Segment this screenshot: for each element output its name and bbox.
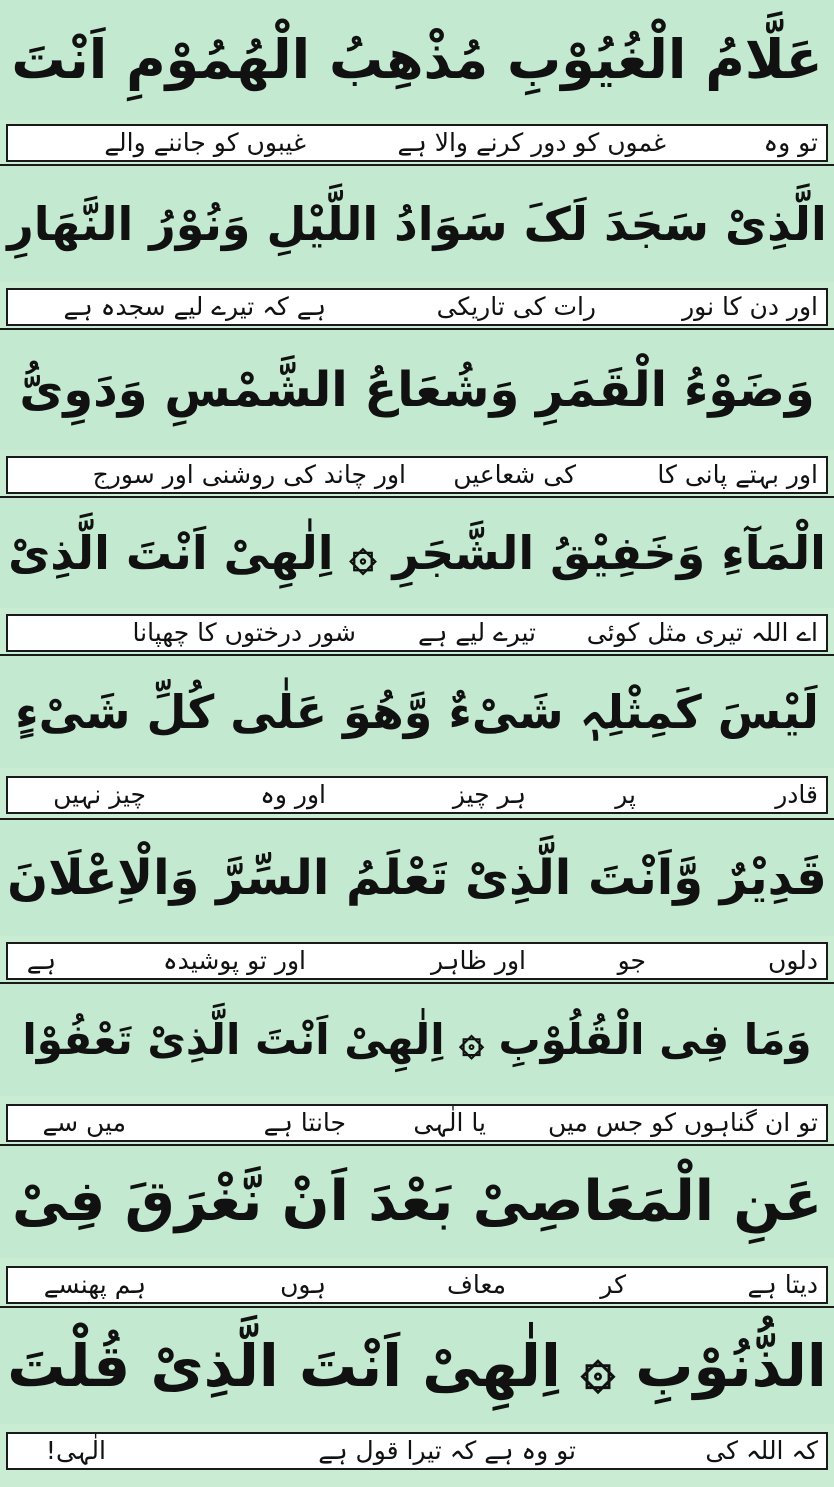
translation-segment: غیبوں کو جاننے والے <box>104 128 306 157</box>
translation-segment: جانتا ہے <box>263 1108 346 1137</box>
translation-segment: ہے <box>26 946 56 975</box>
arabic-text: الذُّنُوْبِ ۞ اِلٰھِیْ اَنْتَ الَّذِیْ قُلْتَ <box>7 1332 827 1400</box>
translation-segment: غموں کو دور کرنے والا ہے <box>397 128 666 157</box>
translation-line-9 <box>6 1432 828 1470</box>
translation-segment: کر <box>600 1270 626 1299</box>
translation-segment: ہے کہ تیرے لیے سجدہ ہے <box>63 292 326 321</box>
arabic-line-1 <box>0 0 834 120</box>
translation-segment: اور چاند کی روشنی اور سورج <box>92 460 406 489</box>
arabic-text: لَیْسَ کَمِثْلِہٖ شَیْءٌ وَّھُوَ عَلٰی کُلِّ شَیْءٍ <box>15 685 819 739</box>
arabic-text: وَضَوْءُ الْقَمَرِ وَشُعَاعُ الشَّمْسِ وَدَوِیُّ <box>19 362 815 418</box>
translation-segment: اور تو پوشیدہ <box>163 946 306 975</box>
arabic-text: الَّذِیْ سَجَدَ لَکَ سَوَادُ اللَّیْلِ وَنُوْرُ النَّھَارِ <box>7 197 827 251</box>
translation-line-2 <box>6 288 828 326</box>
translation-line-3 <box>6 456 828 494</box>
arabic-text: الْمَآءِ وَخَفِیْقُ الشَّجَرِ ۞ اِلٰھِیْ اَنْتَ الَّذِیْ <box>8 526 826 580</box>
arabic-line-8 <box>0 1146 834 1258</box>
translation-segment: ہوں <box>280 1270 326 1299</box>
arabic-line-4 <box>0 498 834 608</box>
translation-line-7 <box>6 1104 828 1142</box>
translation-line-4 <box>6 614 828 652</box>
arabic-line-2 <box>0 166 834 282</box>
translation-segment: دلوں <box>767 946 818 975</box>
arabic-line-3 <box>0 330 834 450</box>
translation-segment: پر <box>615 780 636 809</box>
arabic-text: قَدِیْرٌ وَّاَنْتَ الَّذِیْ تَعْلَمُ السِّرَّ وَالْاِعْلَانَ <box>7 850 827 906</box>
translation-segment: کی شعاعیں <box>453 460 576 489</box>
translation-line-6 <box>6 942 828 980</box>
translation-segment: تو وہ <box>763 128 818 157</box>
arabic-text: وَمَا فِی الْقُلُوْبِ ۞ اِلٰھِیْ اَنْتَ الَّذِیْ تَعْفُوْا <box>22 1015 812 1064</box>
translation-segment: تو ان گناہوں کو جس میں <box>547 1108 818 1137</box>
arabic-line-5 <box>0 656 834 768</box>
translation-line-1 <box>6 124 828 162</box>
translation-segment: اور ظاہر <box>431 946 526 975</box>
arabic-text: عَلَّامُ الْغُیُوْبِ مُذْھِبُ الْھُمُوْمِ اَنْتَ <box>11 28 823 91</box>
translation-segment: ہر چیز <box>452 780 526 809</box>
translation-segment: ہم پھنسے <box>43 1270 146 1299</box>
arabic-line-6 <box>0 820 834 936</box>
translation-segment: اور وہ <box>260 780 326 809</box>
arabic-text: عَنِ الْمَعَاصِیْ بَعْدَ اَنْ نَّغْرَقَ فِیْ <box>11 1169 823 1234</box>
translation-segment: جو <box>617 946 646 975</box>
translation-line-5 <box>6 776 828 814</box>
translation-segment: رات کی تاریکی <box>436 292 596 321</box>
translation-segment: شور درختوں کا چھپانا <box>132 618 356 647</box>
translation-segment: اور بہتے پانی کا <box>657 460 818 489</box>
translation-segment: دیتا ہے <box>747 1270 818 1299</box>
arabic-line-9 <box>0 1308 834 1424</box>
translation-segment: کہ اللہ کی <box>705 1436 818 1465</box>
translation-segment: یا الٰہی <box>413 1108 486 1137</box>
translation-segment: چیز نہیں <box>53 780 146 809</box>
translation-segment: اے اللہ تیری مثل کوئی <box>586 618 818 647</box>
translation-segment: میں سے <box>42 1108 126 1137</box>
translation-segment: تو وہ ہے کہ تیرا قول ہے <box>318 1436 576 1465</box>
translation-segment: قادر <box>775 780 818 809</box>
arabic-line-7 <box>0 984 834 1096</box>
translation-segment: معاف <box>447 1270 506 1299</box>
translation-segment: تیرے لیے ہے <box>418 618 536 647</box>
translation-line-8 <box>6 1266 828 1304</box>
translation-segment: اور دن کا نور <box>682 292 818 321</box>
translation-segment: الٰہی! <box>45 1436 106 1465</box>
